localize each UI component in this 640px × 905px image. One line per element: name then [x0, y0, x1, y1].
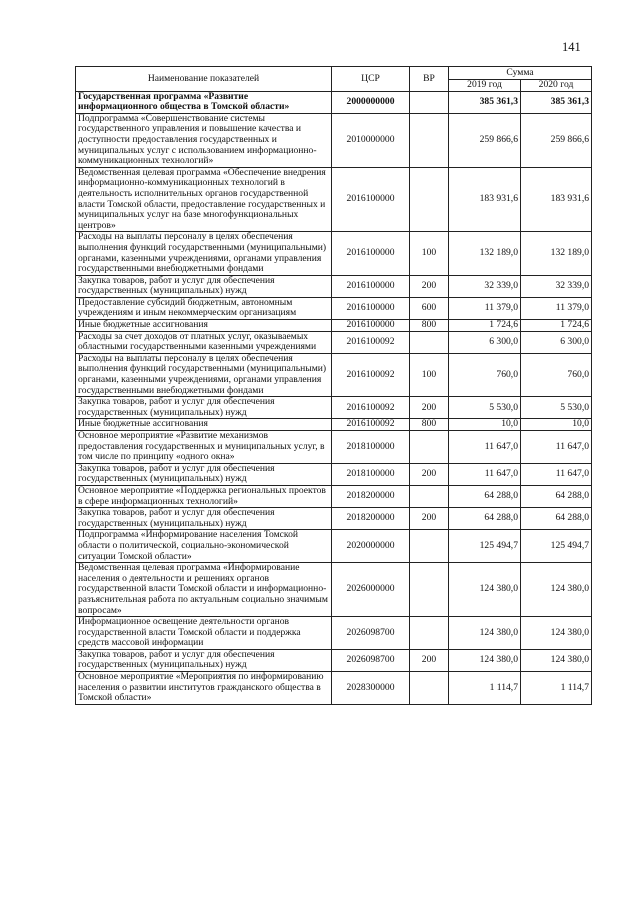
row-sum-2020: 259 866,6: [521, 113, 592, 167]
row-sum-2020: 125 494,7: [521, 530, 592, 563]
row-csr: 2028300000: [332, 672, 410, 705]
header-sum: Сумма: [449, 67, 592, 80]
row-sum-2019: 64 288,0: [449, 485, 521, 507]
row-csr: 2000000000: [332, 91, 410, 113]
row-name: Ведомственная целевая программа «Обеспечение внедрения информационно-коммуникационных технологий в деятельность исполнительных органов государственной власти Томской области, предоставление государственных и муниципальных услуг на базе многофункциональных центров»: [76, 167, 332, 232]
row-sum-2020: 132 189,0: [521, 232, 592, 275]
row-sum-2020: 1 114,7: [521, 672, 592, 705]
header-vr: ВР: [410, 67, 449, 92]
row-sum-2020: 1 724,6: [521, 320, 592, 332]
row-sum-2020: 6 300,0: [521, 331, 592, 353]
row-vr: [410, 530, 449, 563]
row-sum-2020: 64 288,0: [521, 508, 592, 530]
row-name: Предоставление субсидий бюджетным, автономным учреждениям и иным некоммерческим организациям: [76, 297, 332, 319]
row-sum-2019: 6 300,0: [449, 331, 521, 353]
row-vr: 200: [410, 649, 449, 671]
table-row: [76, 672, 592, 705]
row-sum-2019: 760,0: [449, 353, 521, 396]
row-sum-2019: 183 931,6: [449, 167, 521, 232]
row-sum-2019: 1 724,6: [449, 320, 521, 332]
table-row: [76, 320, 592, 332]
table-row: [76, 419, 592, 431]
row-name: Расходы на выплаты персоналу в целях обеспечения выполнения функций государственными (муниципальными) органами, казенными учреждениями, органами управления государственными внебюджетными фондами: [76, 232, 332, 275]
table-row: [76, 530, 592, 563]
row-sum-2019: 1 114,7: [449, 672, 521, 705]
row-csr: 2018200000: [332, 485, 410, 507]
table-row: [76, 649, 592, 671]
table-row: [76, 353, 592, 396]
header-year-2020: 2020 год: [521, 80, 592, 92]
row-csr: 2026098700: [332, 649, 410, 671]
row-vr: 200: [410, 397, 449, 419]
row-sum-2020: 124 380,0: [521, 617, 592, 650]
row-vr: [410, 617, 449, 650]
row-name: Основное мероприятие «Мероприятия по информированию населения о развитии институтов гражданского общества в Томской области»: [76, 672, 332, 705]
row-vr: [410, 113, 449, 167]
row-name: Иные бюджетные ассигнования: [76, 419, 332, 431]
header-row: [76, 67, 592, 80]
table-row: [76, 91, 592, 113]
page-number: 141: [562, 40, 581, 54]
row-name: Закупка товаров, работ и услуг для обеспечения государственных (муниципальных) нужд: [76, 508, 332, 530]
row-sum-2020: 11 379,0: [521, 297, 592, 319]
row-sum-2019: 125 494,7: [449, 530, 521, 563]
table-row: [76, 508, 592, 530]
row-name: Иные бюджетные ассигнования: [76, 320, 332, 332]
row-vr: 100: [410, 232, 449, 275]
header-name: Наименование показателей: [76, 67, 332, 92]
row-vr: [410, 167, 449, 232]
row-vr: [410, 91, 449, 113]
table-row: [76, 297, 592, 319]
table-row: [76, 331, 592, 353]
row-name: Ведомственная целевая программа «Информирование населения о деятельности и решениях органов государственной власти Томской области и информационно-разъяснительная работа по актуальным социально значимым вопросам»: [76, 563, 332, 617]
table-body: [76, 91, 592, 704]
row-sum-2020: 64 288,0: [521, 485, 592, 507]
table-row: [76, 463, 592, 485]
row-sum-2020: 11 647,0: [521, 431, 592, 464]
row-sum-2019: 32 339,0: [449, 275, 521, 297]
row-name: Основное мероприятие «Развитие механизмов предоставления государственных и муниципальных услуг, в том числе по принципу «одного окна»: [76, 431, 332, 464]
table-row: [76, 113, 592, 167]
row-sum-2020: 385 361,3: [521, 91, 592, 113]
row-sum-2019: 124 380,0: [449, 617, 521, 650]
row-csr: 2018100000: [332, 431, 410, 464]
row-sum-2019: 259 866,6: [449, 113, 521, 167]
row-vr: [410, 431, 449, 464]
table-row: [76, 617, 592, 650]
row-sum-2019: 11 647,0: [449, 431, 521, 464]
row-vr: [410, 563, 449, 617]
row-sum-2019: 10,0: [449, 419, 521, 431]
row-name: Расходы за счет доходов от платных услуг, оказываемых областными государственными казенными учреждениями: [76, 331, 332, 353]
row-csr: 2016100092: [332, 419, 410, 431]
row-sum-2020: 124 380,0: [521, 649, 592, 671]
row-sum-2020: 760,0: [521, 353, 592, 396]
row-vr: [410, 331, 449, 353]
row-vr: 800: [410, 419, 449, 431]
row-name: Подпрограмма «Информирование населения Томской области о политической, социально-экономической ситуации Томской области»: [76, 530, 332, 563]
table-row: [76, 563, 592, 617]
header-csr: ЦСР: [332, 67, 410, 92]
row-vr: [410, 672, 449, 705]
row-csr: 2016100092: [332, 397, 410, 419]
row-csr: 2016100092: [332, 353, 410, 396]
table-row: [76, 275, 592, 297]
row-csr: 2016100000: [332, 167, 410, 232]
row-csr: 2010000000: [332, 113, 410, 167]
table-row: [76, 485, 592, 507]
row-sum-2020: 10,0: [521, 419, 592, 431]
row-name: Основное мероприятие «Поддержка региональных проектов в сфере информационных технологий»: [76, 485, 332, 507]
budget-table: [75, 66, 592, 705]
row-csr: 2026098700: [332, 617, 410, 650]
row-csr: 2020000000: [332, 530, 410, 563]
row-name: Подпрограмма «Совершенствование системы государственного управления и повышение качества и доступности предоставления государственных и муниципальных услуг с использованием информационно-коммуникационных технологий»: [76, 113, 332, 167]
header-year-2019: 2019 год: [449, 80, 521, 92]
row-sum-2019: 64 288,0: [449, 508, 521, 530]
row-vr: [410, 485, 449, 507]
row-name: Закупка товаров, работ и услуг для обеспечения государственных (муниципальных) нужд: [76, 463, 332, 485]
row-name: Информационное освещение деятельности органов государственной власти Томской области и поддержка средств массовой информации: [76, 617, 332, 650]
row-name: Закупка товаров, работ и услуг для обеспечения государственных (муниципальных) нужд: [76, 275, 332, 297]
row-csr: 2016100000: [332, 275, 410, 297]
row-csr: 2018200000: [332, 508, 410, 530]
row-sum-2020: 124 380,0: [521, 563, 592, 617]
row-csr: 2018100000: [332, 463, 410, 485]
row-name: Государственная программа «Развитие информационного общества в Томской области»: [76, 91, 332, 113]
row-name: Закупка товаров, работ и услуг для обеспечения государственных (муниципальных) нужд: [76, 649, 332, 671]
row-csr: 2016100000: [332, 297, 410, 319]
table-row: [76, 397, 592, 419]
row-vr: 800: [410, 320, 449, 332]
row-vr: 200: [410, 275, 449, 297]
row-sum-2019: 11 647,0: [449, 463, 521, 485]
table-row: [76, 232, 592, 275]
row-name: Закупка товаров, работ и услуг для обеспечения государственных (муниципальных) нужд: [76, 397, 332, 419]
row-sum-2020: 5 530,0: [521, 397, 592, 419]
row-sum-2019: 124 380,0: [449, 563, 521, 617]
row-sum-2020: 11 647,0: [521, 463, 592, 485]
row-csr: 2016100092: [332, 331, 410, 353]
row-sum-2019: 385 361,3: [449, 91, 521, 113]
row-name: Расходы на выплаты персоналу в целях обеспечения выполнения функций государственными (муниципальными) органами, казенными учреждениями, органами управления государственными внебюджетными фондами: [76, 353, 332, 396]
row-csr: 2016100000: [332, 232, 410, 275]
row-sum-2019: 124 380,0: [449, 649, 521, 671]
row-sum-2020: 183 931,6: [521, 167, 592, 232]
row-sum-2019: 11 379,0: [449, 297, 521, 319]
row-sum-2019: 132 189,0: [449, 232, 521, 275]
row-sum-2019: 5 530,0: [449, 397, 521, 419]
table-row: [76, 431, 592, 464]
row-vr: 100: [410, 353, 449, 396]
row-sum-2020: 32 339,0: [521, 275, 592, 297]
row-vr: 200: [410, 463, 449, 485]
row-csr: 2016100000: [332, 320, 410, 332]
table-row: [76, 167, 592, 232]
row-vr: 200: [410, 508, 449, 530]
row-vr: 600: [410, 297, 449, 319]
row-csr: 2026000000: [332, 563, 410, 617]
